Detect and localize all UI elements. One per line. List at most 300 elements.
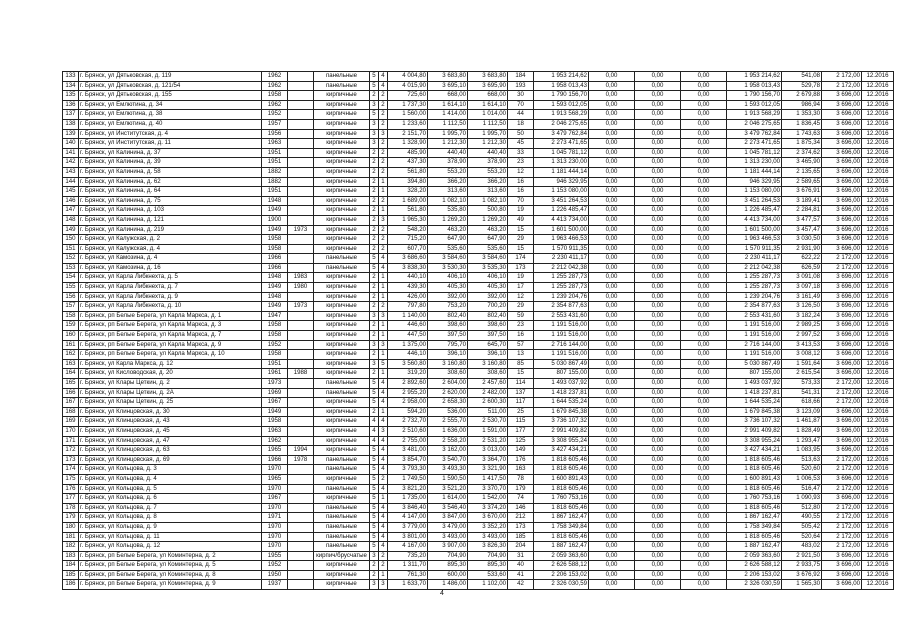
overhaul-year-cell xyxy=(288,417,314,427)
row-number-cell: 178 xyxy=(63,503,79,513)
fund-budget-cell: 0,00 xyxy=(589,379,635,389)
region-budget-cell: 0,00 xyxy=(635,542,681,552)
address-cell: г. Брянск, ул Кольцова, д. 5 xyxy=(79,484,262,494)
row-number-cell: 170 xyxy=(63,426,79,436)
table-row xyxy=(63,484,894,494)
table-row xyxy=(63,100,894,110)
deadline-cell: 12.2016 xyxy=(862,158,894,168)
entrances-cell: 4 xyxy=(379,398,388,408)
total-area-cell: 761,30 xyxy=(388,570,428,580)
total-area-cell: 4 004,80 xyxy=(388,72,428,82)
total-area-cell: 561,80 xyxy=(388,167,428,177)
deadline-cell: 12.2016 xyxy=(862,417,894,427)
max-unit-cost-cell: 2 172,00 xyxy=(822,503,862,513)
wall-material-cell: кирпичные xyxy=(314,100,370,110)
residents-cell: 29 xyxy=(508,235,534,245)
residential-area-cell: 753,20 xyxy=(428,302,468,312)
floors-cell: 2 xyxy=(370,292,379,302)
entrances-cell: 2 xyxy=(379,139,388,149)
fund-budget-cell: 0,00 xyxy=(589,167,635,177)
table-row xyxy=(63,196,894,206)
total-area-cell: 1 749,50 xyxy=(388,474,428,484)
residential-area-cell: 668,00 xyxy=(428,91,468,101)
owned-area-cell: 1 112,50 xyxy=(468,119,508,129)
residential-area-cell: 3 683,80 xyxy=(428,72,468,82)
fund-budget-cell: 0,00 xyxy=(589,273,635,283)
owners-funds-cell: 2 716 144,00 xyxy=(727,340,782,350)
table-row xyxy=(63,302,894,312)
housing-register-sheet xyxy=(62,71,889,590)
build-year-cell: 1948 xyxy=(262,196,288,206)
region-budget-cell: 0,00 xyxy=(635,417,681,427)
fund-budget-cell: 0,00 xyxy=(589,283,635,293)
total-area-cell: 2 510,60 xyxy=(388,426,428,436)
unit-cost-cell: 490,55 xyxy=(782,513,822,523)
entrances-cell: 3 xyxy=(379,580,388,590)
municipal-budget-cell: 0,00 xyxy=(681,119,727,129)
table-row xyxy=(63,522,894,532)
address-cell: г. Брянск, ул Кольцова, д. 11 xyxy=(79,532,262,542)
build-year-cell: 1949 xyxy=(262,407,288,417)
floors-cell: 3 xyxy=(370,139,379,149)
build-year-cell: 1952 xyxy=(262,340,288,350)
entrances-cell: 3 xyxy=(379,311,388,321)
total-cost-cell: 1 045 781,12 xyxy=(534,148,589,158)
floors-cell: 2 xyxy=(370,167,379,177)
overhaul-year-cell xyxy=(288,235,314,245)
wall-material-cell: кирпичные xyxy=(314,119,370,129)
region-budget-cell: 0,00 xyxy=(635,206,681,216)
max-unit-cost-cell: 3 696,00 xyxy=(822,196,862,206)
municipal-budget-cell: 0,00 xyxy=(681,494,727,504)
region-budget-cell: 0,00 xyxy=(635,321,681,331)
municipal-budget-cell: 0,00 xyxy=(681,302,727,312)
build-year-cell: 1971 xyxy=(262,513,288,523)
table-row xyxy=(63,187,894,197)
fund-budget-cell: 0,00 xyxy=(589,340,635,350)
municipal-budget-cell: 0,00 xyxy=(681,561,727,571)
entrances-cell: 2 xyxy=(379,551,388,561)
total-cost-cell: 1 418 237,81 xyxy=(534,388,589,398)
address-cell: г. Брянск, ул Институтская, д. 11 xyxy=(79,139,262,149)
residential-area-cell: 3 493,30 xyxy=(428,465,468,475)
row-number-cell: 143 xyxy=(63,167,79,177)
build-year-cell: 1958 xyxy=(262,244,288,254)
residents-cell: 42 xyxy=(508,580,534,590)
overhaul-year-cell: 1994 xyxy=(288,446,314,456)
unit-cost-cell: 541,31 xyxy=(782,388,822,398)
row-number-cell: 167 xyxy=(63,398,79,408)
owned-area-cell: 2 531,20 xyxy=(468,436,508,446)
region-budget-cell: 0,00 xyxy=(635,119,681,129)
row-number-cell: 176 xyxy=(63,484,79,494)
address-cell: г. Брянск, ул Клинцовская, д. 63 xyxy=(79,446,262,456)
address-cell: г. Брянск, ул Калинина, д. 39 xyxy=(79,158,262,168)
owners-funds-cell: 5 030 867,49 xyxy=(727,359,782,369)
municipal-budget-cell: 0,00 xyxy=(681,580,727,590)
deadline-cell: 12.2016 xyxy=(862,100,894,110)
unit-cost-cell: 1 083,95 xyxy=(782,446,822,456)
owned-area-cell: 308,60 xyxy=(468,369,508,379)
floors-cell: 2 xyxy=(370,148,379,158)
overhaul-year-cell xyxy=(288,350,314,360)
wall-material-cell: кирпичные xyxy=(314,340,370,350)
total-cost-cell: 1 191 516,00 xyxy=(534,321,589,331)
row-number-cell: 139 xyxy=(63,129,79,139)
floors-cell: 5 xyxy=(370,503,379,513)
entrances-cell: 1 xyxy=(379,273,388,283)
build-year-cell: 1966 xyxy=(262,263,288,273)
owned-area-cell: 553,20 xyxy=(468,167,508,177)
floors-cell: 2 xyxy=(370,369,379,379)
deadline-cell: 12.2016 xyxy=(862,340,894,350)
deadline-cell: 12.2016 xyxy=(862,379,894,389)
build-year-cell: 1951 xyxy=(262,187,288,197)
deadline-cell: 12.2016 xyxy=(862,139,894,149)
address-cell: г. Брянск, ул Камозина, д. 16 xyxy=(79,263,262,273)
wall-material-cell: кирпичные xyxy=(314,177,370,187)
wall-material-cell: панельные xyxy=(314,455,370,465)
wall-material-cell: кирпичные xyxy=(314,436,370,446)
residents-cell: 50 xyxy=(508,129,534,139)
fund-budget-cell: 0,00 xyxy=(589,187,635,197)
residents-cell: 49 xyxy=(508,215,534,225)
address-cell: г. Брянск, ул Клары Цеткин, д. 2 xyxy=(79,379,262,389)
owned-area-cell: 378,90 xyxy=(468,158,508,168)
unit-cost-cell: 618,66 xyxy=(782,398,822,408)
floors-cell: 3 xyxy=(370,580,379,590)
region-budget-cell: 0,00 xyxy=(635,158,681,168)
residents-cell: 57 xyxy=(508,340,534,350)
municipal-budget-cell: 0,00 xyxy=(681,244,727,254)
residential-area-cell: 3 530,30 xyxy=(428,263,468,273)
max-unit-cost-cell: 2 172,00 xyxy=(822,81,862,91)
address-cell: г. Брянск, ул Кольцова, д. 8 xyxy=(79,513,262,523)
residents-cell: 70 xyxy=(508,196,534,206)
total-area-cell: 394,80 xyxy=(388,177,428,187)
row-number-cell: 180 xyxy=(63,522,79,532)
build-year-cell: 1958 xyxy=(262,331,288,341)
deadline-cell: 12.2016 xyxy=(862,455,894,465)
municipal-budget-cell: 0,00 xyxy=(681,215,727,225)
fund-budget-cell: 0,00 xyxy=(589,522,635,532)
build-year-cell: 1973 xyxy=(262,379,288,389)
region-budget-cell: 0,00 xyxy=(635,225,681,235)
overhaul-year-cell: 1983 xyxy=(288,273,314,283)
residents-cell: 16 xyxy=(508,187,534,197)
residents-cell: 174 xyxy=(508,254,534,264)
max-unit-cost-cell: 2 172,00 xyxy=(822,455,862,465)
max-unit-cost-cell: 3 696,00 xyxy=(822,187,862,197)
max-unit-cost-cell: 3 696,00 xyxy=(822,580,862,590)
owners-funds-cell: 3 736 107,32 xyxy=(727,417,782,427)
total-cost-cell: 1 191 516,00 xyxy=(534,331,589,341)
owned-area-cell: 802,40 xyxy=(468,311,508,321)
fund-budget-cell: 0,00 xyxy=(589,206,635,216)
unit-cost-cell: 2 989,25 xyxy=(782,321,822,331)
residents-cell: 173 xyxy=(508,522,534,532)
build-year-cell: 1949 xyxy=(262,206,288,216)
municipal-budget-cell: 0,00 xyxy=(681,398,727,408)
address-cell: г. Брянск, ул Клинцовская, д. 43 xyxy=(79,417,262,427)
overhaul-year-cell xyxy=(288,513,314,523)
total-cost-cell: 2 991 409,82 xyxy=(534,426,589,436)
municipal-budget-cell: 0,00 xyxy=(681,81,727,91)
total-cost-cell: 3 451 264,53 xyxy=(534,196,589,206)
entrances-cell: 2 xyxy=(379,235,388,245)
build-year-cell: 1957 xyxy=(262,119,288,129)
region-budget-cell: 0,00 xyxy=(635,570,681,580)
unit-cost-cell: 3 189,41 xyxy=(782,196,822,206)
max-unit-cost-cell: 3 696,00 xyxy=(822,350,862,360)
total-cost-cell: 1 601 500,00 xyxy=(534,225,589,235)
region-budget-cell: 0,00 xyxy=(635,196,681,206)
region-budget-cell: 0,00 xyxy=(635,340,681,350)
address-cell: г. Брянск, рп Белые Берега, ул Коминтерна, д. 2 xyxy=(79,551,262,561)
residential-area-cell: 406,10 xyxy=(428,273,468,283)
floors-cell: 5 xyxy=(370,398,379,408)
overhaul-year-cell xyxy=(288,254,314,264)
deadline-cell: 12.2016 xyxy=(862,359,894,369)
total-area-cell: 1 560,00 xyxy=(388,110,428,120)
region-budget-cell: 0,00 xyxy=(635,465,681,475)
region-budget-cell: 0,00 xyxy=(635,446,681,456)
max-unit-cost-cell: 3 696,00 xyxy=(822,369,862,379)
owners-funds-cell: 3 451 264,53 xyxy=(727,196,782,206)
owned-area-cell: 398,60 xyxy=(468,321,508,331)
address-cell: г. Брянск, ул Кольцова, д. 6 xyxy=(79,494,262,504)
municipal-budget-cell: 0,00 xyxy=(681,369,727,379)
owners-funds-cell: 1 255 287,73 xyxy=(727,273,782,283)
owned-area-cell: 2 600,30 xyxy=(468,398,508,408)
max-unit-cost-cell: 2 172,00 xyxy=(822,263,862,273)
wall-material-cell: панельные xyxy=(314,522,370,532)
entrances-cell: 1 xyxy=(379,350,388,360)
fund-budget-cell: 0,00 xyxy=(589,503,635,513)
floors-cell: 5 xyxy=(370,379,379,389)
residential-area-cell: 313,60 xyxy=(428,187,468,197)
owned-area-cell: 396,10 xyxy=(468,350,508,360)
table-row xyxy=(63,350,894,360)
region-budget-cell: 0,00 xyxy=(635,273,681,283)
row-number-cell: 154 xyxy=(63,273,79,283)
row-number-cell: 158 xyxy=(63,311,79,321)
max-unit-cost-cell: 3 696,00 xyxy=(822,321,862,331)
residents-cell: 115 xyxy=(508,417,534,427)
floors-cell: 3 xyxy=(370,551,379,561)
total-cost-cell: 3 736 107,32 xyxy=(534,417,589,427)
max-unit-cost-cell: 3 696,00 xyxy=(822,167,862,177)
entrances-cell: 4 xyxy=(379,532,388,542)
wall-material-cell: панельные xyxy=(314,465,370,475)
table-row xyxy=(63,407,894,417)
owners-funds-cell: 1 191 516,00 xyxy=(727,331,782,341)
total-area-cell: 607,70 xyxy=(388,244,428,254)
fund-budget-cell: 0,00 xyxy=(589,513,635,523)
residents-cell: 185 xyxy=(508,532,534,542)
table-row xyxy=(63,551,894,561)
address-cell: г. Брянск, ул Клары Цеткин, д. 25 xyxy=(79,398,262,408)
max-unit-cost-cell: 2 172,00 xyxy=(822,465,862,475)
fund-budget-cell: 0,00 xyxy=(589,474,635,484)
owned-area-cell: 3 352,20 xyxy=(468,522,508,532)
total-area-cell: 447,50 xyxy=(388,331,428,341)
floors-cell: 2 xyxy=(370,196,379,206)
unit-cost-cell: 529,78 xyxy=(782,81,822,91)
region-budget-cell: 0,00 xyxy=(635,292,681,302)
residents-cell: 41 xyxy=(508,570,534,580)
build-year-cell: 1958 xyxy=(262,321,288,331)
owners-funds-cell: 1 226 485,47 xyxy=(727,206,782,216)
build-year-cell: 1949 xyxy=(262,302,288,312)
owned-area-cell: 3 364,70 xyxy=(468,455,508,465)
residential-area-cell: 1 614,10 xyxy=(428,100,468,110)
table-row xyxy=(63,398,894,408)
deadline-cell: 12.2016 xyxy=(862,561,894,571)
fund-budget-cell: 0,00 xyxy=(589,139,635,149)
table-row xyxy=(63,580,894,590)
fund-budget-cell: 0,00 xyxy=(589,388,635,398)
unit-cost-cell: 1 743,63 xyxy=(782,129,822,139)
entrances-cell: 1 xyxy=(379,407,388,417)
municipal-budget-cell: 0,00 xyxy=(681,225,727,235)
overhaul-year-cell: 1973 xyxy=(288,302,314,312)
total-cost-cell: 2 212 042,38 xyxy=(534,263,589,273)
owners-funds-cell: 3 308 955,24 xyxy=(727,436,782,446)
owned-area-cell: 406,10 xyxy=(468,273,508,283)
total-cost-cell: 1 600 891,43 xyxy=(534,474,589,484)
fund-budget-cell: 0,00 xyxy=(589,465,635,475)
total-cost-cell: 1 818 605,46 xyxy=(534,503,589,513)
address-cell: г. Брянск, ул Кольцова, д. 7 xyxy=(79,503,262,513)
residents-cell: 177 xyxy=(508,426,534,436)
table-row xyxy=(63,417,894,427)
floors-cell: 2 xyxy=(370,177,379,187)
row-number-cell: 186 xyxy=(63,580,79,590)
total-area-cell: 594,20 xyxy=(388,407,428,417)
region-budget-cell: 0,00 xyxy=(635,302,681,312)
entrances-cell: 2 xyxy=(379,110,388,120)
max-unit-cost-cell: 3 696,00 xyxy=(822,110,862,120)
unit-cost-cell: 3 097,18 xyxy=(782,283,822,293)
row-number-cell: 171 xyxy=(63,436,79,446)
total-area-cell: 1 689,00 xyxy=(388,196,428,206)
residential-area-cell: 895,30 xyxy=(428,561,468,571)
residential-area-cell: 536,00 xyxy=(428,407,468,417)
entrances-cell: 4 xyxy=(379,522,388,532)
overhaul-year-cell xyxy=(288,398,314,408)
entrances-cell: 2 xyxy=(379,167,388,177)
table-row xyxy=(63,72,894,82)
max-unit-cost-cell: 3 696,00 xyxy=(822,129,862,139)
address-cell: г. Брянск, ул Дятьковская, д. 119 xyxy=(79,72,262,82)
region-budget-cell: 0,00 xyxy=(635,91,681,101)
owners-funds-cell: 946 329,95 xyxy=(727,177,782,187)
overhaul-year-cell xyxy=(288,167,314,177)
address-cell: г. Брянск, рп Белые Берега, ул Карла Маркса, д. 1 xyxy=(79,311,262,321)
entrances-cell: 3 xyxy=(379,215,388,225)
entrances-cell: 4 xyxy=(379,513,388,523)
deadline-cell: 12.2016 xyxy=(862,119,894,129)
entrances-cell: 2 xyxy=(379,302,388,312)
total-area-cell: 446,60 xyxy=(388,321,428,331)
owned-area-cell: 1 417,50 xyxy=(468,474,508,484)
total-area-cell: 725,60 xyxy=(388,91,428,101)
row-number-cell: 165 xyxy=(63,379,79,389)
fund-budget-cell: 0,00 xyxy=(589,215,635,225)
residential-area-cell: 1 112,50 xyxy=(428,119,468,129)
wall-material-cell: кирпичные xyxy=(314,129,370,139)
build-year-cell: 1951 xyxy=(262,148,288,158)
entrances-cell: 4 xyxy=(379,388,388,398)
owners-funds-cell: 1 493 037,92 xyxy=(727,379,782,389)
residential-area-cell: 3 695,10 xyxy=(428,81,468,91)
municipal-budget-cell: 0,00 xyxy=(681,388,727,398)
total-cost-cell: 1 226 485,47 xyxy=(534,206,589,216)
deadline-cell: 12.2016 xyxy=(862,167,894,177)
total-area-cell: 3 854,70 xyxy=(388,455,428,465)
owned-area-cell: 2 457,60 xyxy=(468,379,508,389)
region-budget-cell: 0,00 xyxy=(635,110,681,120)
municipal-budget-cell: 0,00 xyxy=(681,350,727,360)
max-unit-cost-cell: 2 172,00 xyxy=(822,72,862,82)
max-unit-cost-cell: 3 696,00 xyxy=(822,551,862,561)
residents-cell: 12 xyxy=(508,167,534,177)
owned-area-cell: 463,20 xyxy=(468,225,508,235)
deadline-cell: 12.2016 xyxy=(862,513,894,523)
row-number-cell: 147 xyxy=(63,206,79,216)
overhaul-year-cell xyxy=(288,436,314,446)
unit-cost-cell: 622,22 xyxy=(782,254,822,264)
residential-area-cell: 2 604,00 xyxy=(428,379,468,389)
build-year-cell: 1950 xyxy=(262,570,288,580)
unit-cost-cell: 2 284,81 xyxy=(782,206,822,216)
total-cost-cell: 1 255 287,73 xyxy=(534,273,589,283)
residents-cell: 19 xyxy=(508,273,534,283)
total-cost-cell: 1 818 605,46 xyxy=(534,532,589,542)
address-cell: г. Брянск, ул Кольцова, д. 12 xyxy=(79,542,262,552)
address-cell: г. Брянск, ул Клинцовская, д. 45 xyxy=(79,426,262,436)
max-unit-cost-cell: 3 696,00 xyxy=(822,292,862,302)
address-cell: г. Брянск, ул Дятьковская, д. 155 xyxy=(79,91,262,101)
max-unit-cost-cell: 3 696,00 xyxy=(822,177,862,187)
deadline-cell: 12.2016 xyxy=(862,570,894,580)
floors-cell: 3 xyxy=(370,311,379,321)
municipal-budget-cell: 0,00 xyxy=(681,446,727,456)
total-cost-cell: 2 716 144,00 xyxy=(534,340,589,350)
wall-material-cell: кирпичные xyxy=(314,273,370,283)
total-area-cell: 1 375,00 xyxy=(388,340,428,350)
residential-area-cell: 3 546,40 xyxy=(428,503,468,513)
overhaul-year-cell xyxy=(288,331,314,341)
unit-cost-cell: 512,80 xyxy=(782,503,822,513)
total-area-cell: 319,20 xyxy=(388,369,428,379)
unit-cost-cell: 513,63 xyxy=(782,455,822,465)
entrances-cell: 4 xyxy=(379,417,388,427)
fund-budget-cell: 0,00 xyxy=(589,292,635,302)
overhaul-year-cell xyxy=(288,139,314,149)
residents-cell: 176 xyxy=(508,455,534,465)
entrances-cell: 1 xyxy=(379,494,388,504)
unit-cost-cell: 1 353,30 xyxy=(782,110,822,120)
fund-budget-cell: 0,00 xyxy=(589,561,635,571)
residents-cell: 163 xyxy=(508,465,534,475)
total-cost-cell: 5 030 867,49 xyxy=(534,359,589,369)
row-number-cell: 172 xyxy=(63,446,79,456)
page-number: 4 xyxy=(440,590,444,597)
build-year-cell: 1966 xyxy=(262,254,288,264)
residential-area-cell: 802,40 xyxy=(428,311,468,321)
